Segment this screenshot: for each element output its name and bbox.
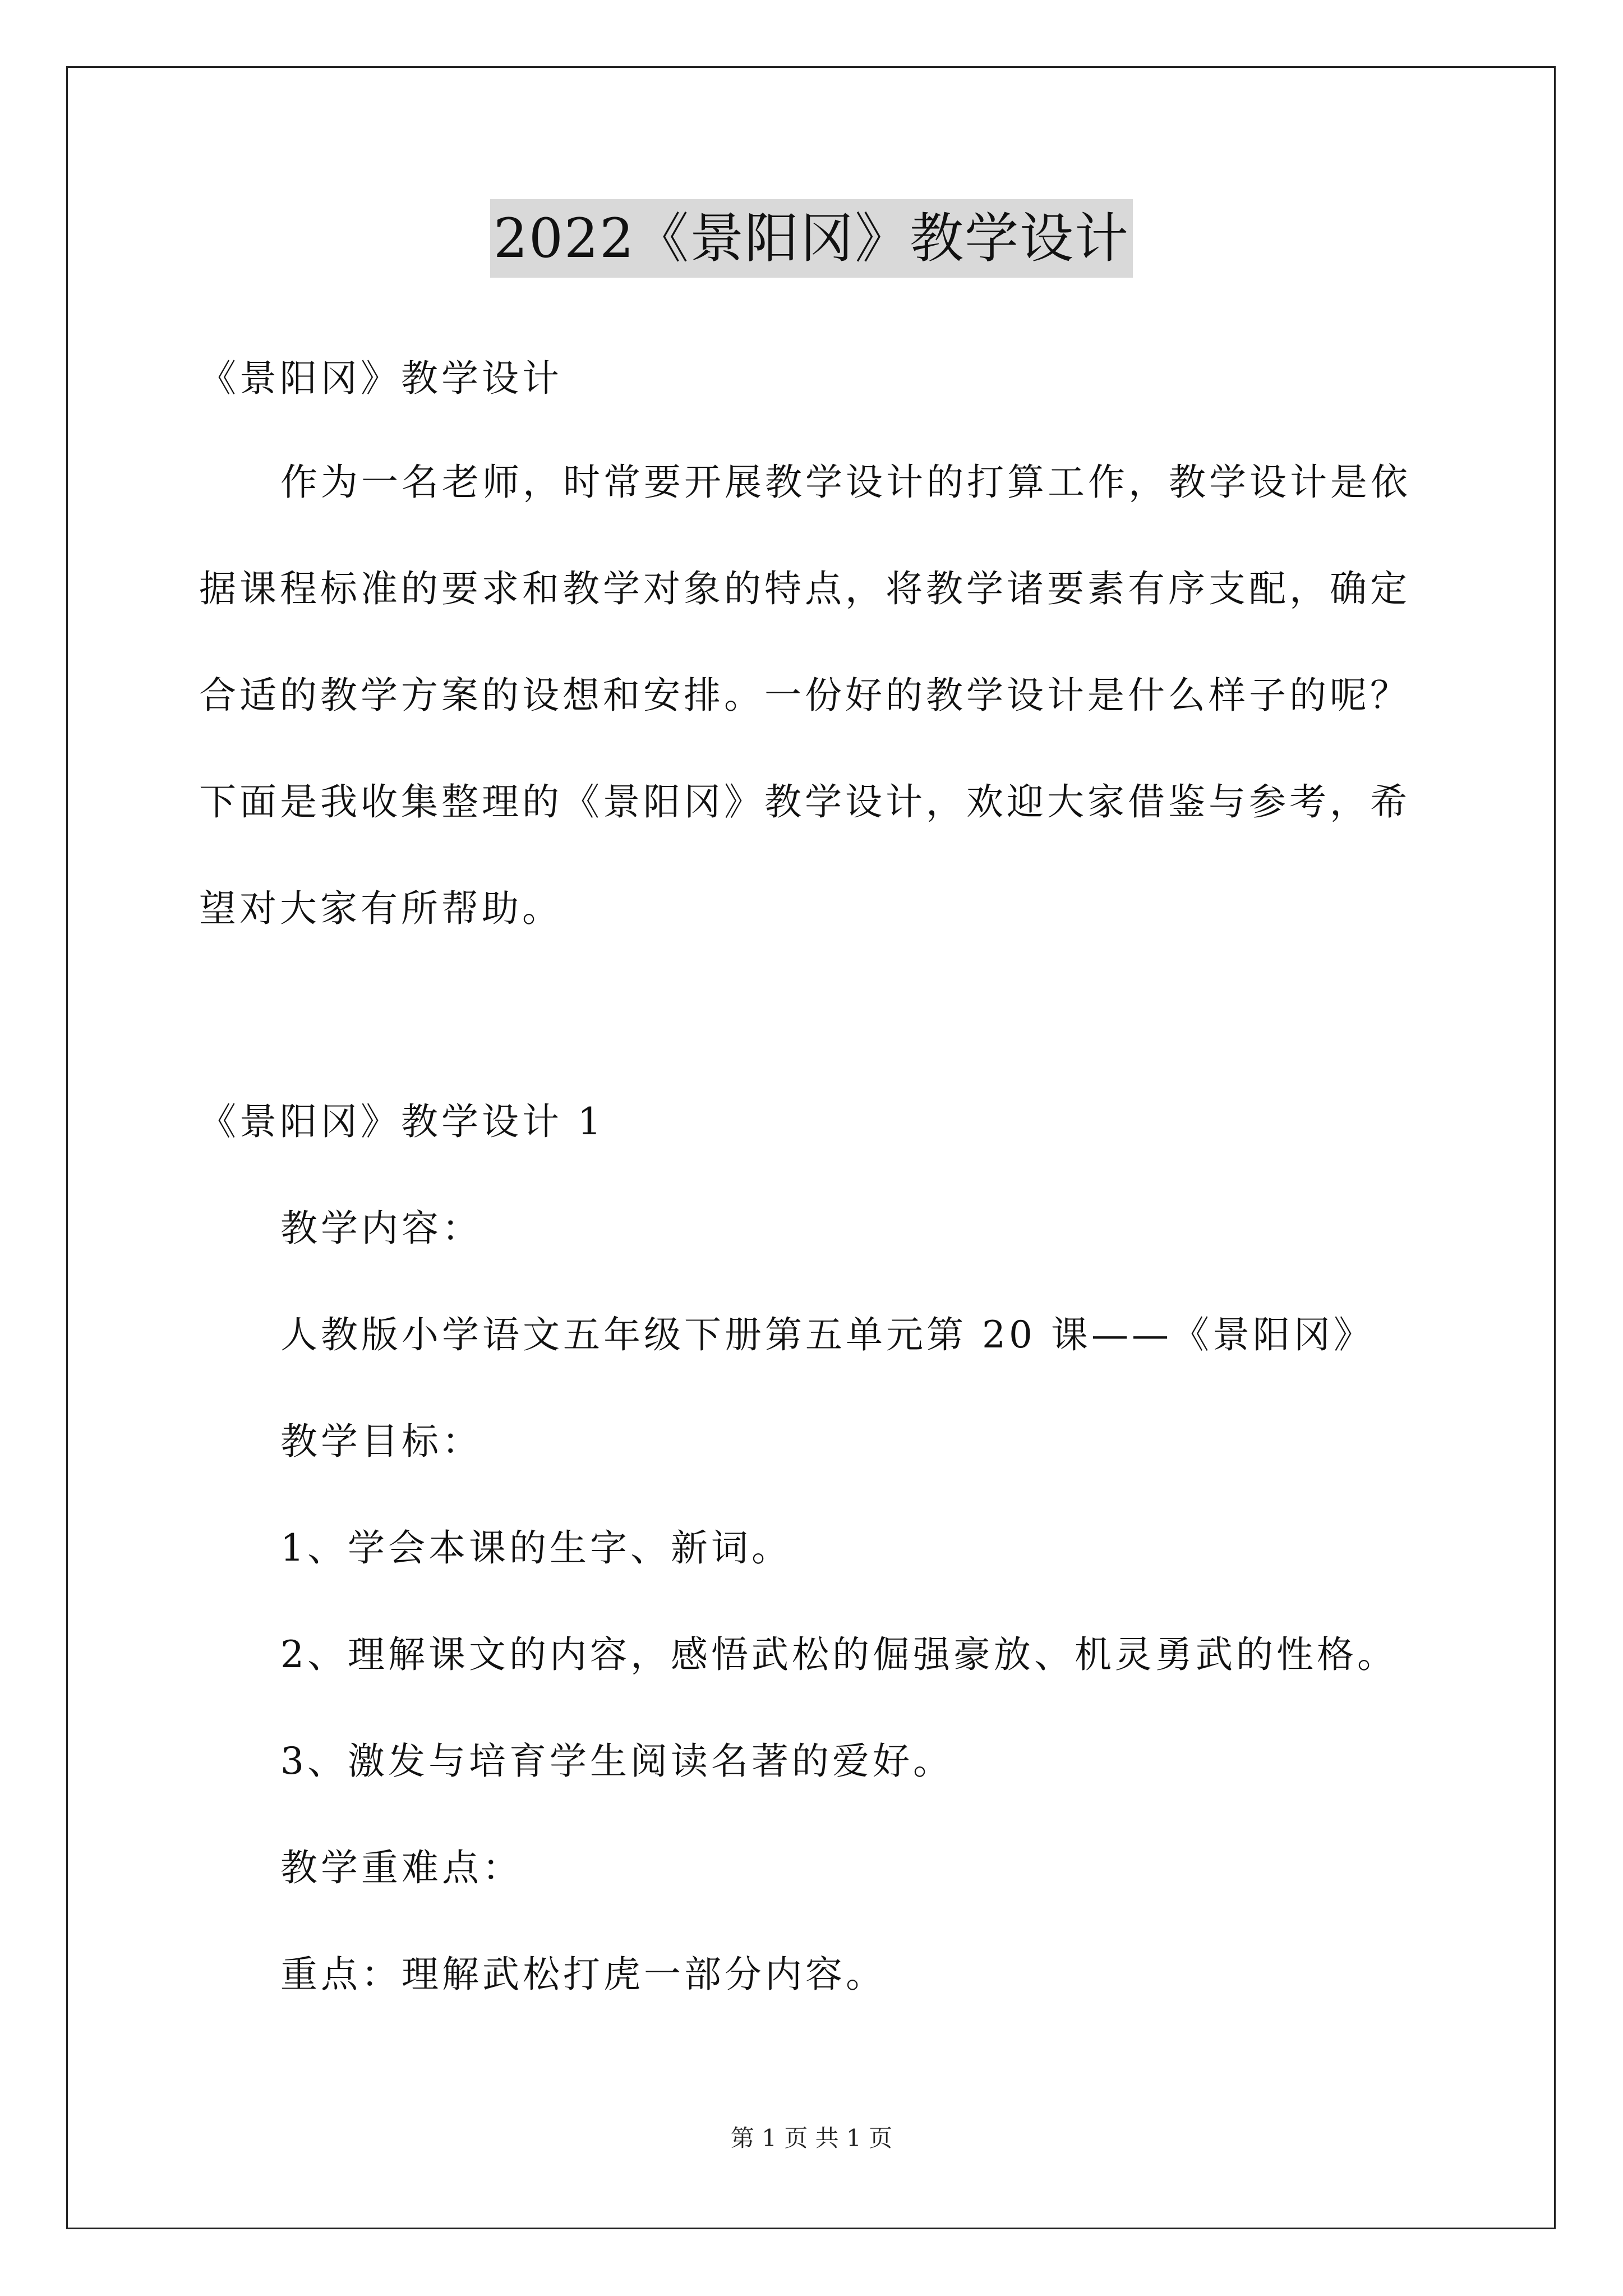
teaching-content-label: 教学内容：: [280, 1207, 482, 1250]
title-container: [0, 199, 1623, 278]
intro-paragraph-line: 据课程标准的要求和教学对象的特点，将教学诸要素有序支配，确定: [199, 567, 1410, 610]
key-points-label: 教学重难点：: [280, 1846, 523, 1889]
goal-item: 2、理解课文的内容，感悟武松的倔强豪放、机灵勇武的性格。: [280, 1633, 1398, 1676]
page-footer: 第 1 页 共 1 页: [730, 2124, 893, 2152]
key-point: 重点：理解武松打虎一部分内容。: [280, 1953, 886, 1996]
intro-paragraph-line: 下面是我收集整理的《景阳冈》教学设计，欢迎大家借鉴与参考，希: [199, 780, 1410, 823]
goal-item: 3、激发与培育学生阅读名著的爱好。: [280, 1740, 953, 1783]
teaching-content: 人教版小学语文五年级下册第五单元第 20 课——《景阳冈》: [280, 1313, 1374, 1356]
teaching-goals-label: 教学目标：: [280, 1420, 482, 1463]
section-heading: 《景阳冈》教学设计 1: [199, 1100, 605, 1143]
intro-heading: 《景阳冈》教学设计: [199, 357, 562, 400]
intro-paragraph-line: 作为一名老师，时常要开展教学设计的打算工作，教学设计是依: [280, 461, 1411, 504]
goal-item: 1、学会本课的生字、新词。: [280, 1526, 792, 1570]
intro-paragraph-line: 望对大家有所帮助。: [199, 887, 562, 930]
document-title: 2022《景阳冈》教学设计: [490, 199, 1133, 278]
intro-paragraph-line: 合适的教学方案的设想和安排。一份好的教学设计是什么样子的呢？: [199, 674, 1410, 717]
